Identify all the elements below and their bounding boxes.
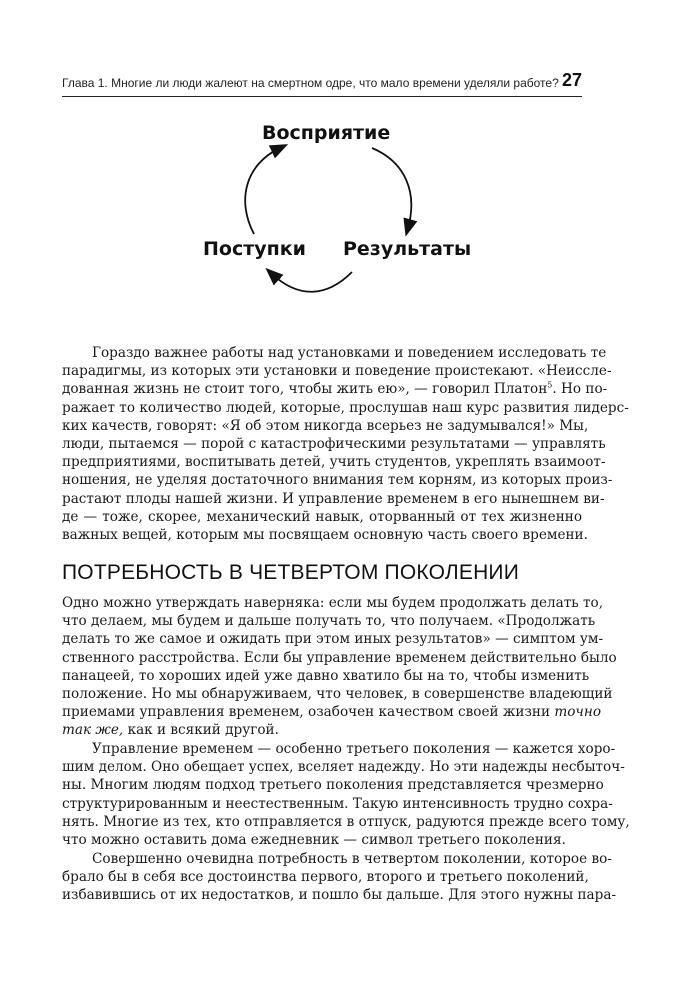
node-actions: Поступки <box>203 238 306 260</box>
footnote-ref[interactable]: 5 <box>547 380 553 390</box>
text-line: избавившись от их недостатков, и пошло бы дальше. Для этого нужны пара- <box>62 887 617 904</box>
text-line: предприятиями, воспитывать детей, учить студентов, укреплять взаимоот- <box>62 454 606 471</box>
text-line: важных вещей, которым мы посвящаем основную часть своего времени. <box>62 526 588 543</box>
section-heading: ПОТРЕБНОСТЬ В ЧЕТВЕРТОМ ПОКОЛЕНИИ <box>62 561 520 584</box>
node-results: Результаты <box>343 238 472 260</box>
paragraph-3 <box>62 740 630 849</box>
text-line: так же, как и всякий другой. <box>62 722 279 739</box>
text-line: ношения, не уделяя достаточного внимания тем корням, из которых произ- <box>62 472 613 489</box>
text-line: что делаем, мы будем и дальше получать то, что получаем. «Продолжать <box>62 613 596 630</box>
node-perception: Восприятие <box>262 122 391 144</box>
text-line: люди, пытаемся — порой с катастрофическими результатами — управлять <box>62 435 606 452</box>
text-line: что можно оставить дома ежедневник — символ третьего поколения. <box>62 831 566 848</box>
paragraph-2 <box>62 594 617 740</box>
arrow-perception-to-results <box>372 148 411 228</box>
cycle-diagram <box>180 110 480 310</box>
text-line: Совершенно очевидна потребность в четвертом поколении, которое во- <box>92 851 612 867</box>
paragraph-4 <box>62 850 617 905</box>
chapter-title: Глава 1. Многие ли люди жалеют на смертном одре, что мало времени уделяли работе? <box>62 76 559 90</box>
paragraph-1 <box>62 344 629 544</box>
text-line: брало бы в себя все достоинства первого, второго и третьего поколений, <box>62 869 589 886</box>
text-line: ражает то количество людей, которые, прослушав наш курс развития лидерс- <box>62 399 629 416</box>
text-line: Гораздо важнее работы над установками и поведением исследовать те <box>92 345 607 361</box>
arrow-actions-to-perception <box>245 148 280 234</box>
text-line: приемами управления временем, озабочен качеством своей жизни точно <box>62 704 602 721</box>
text-line: дованная жизнь не стоит того, чтобы жить ею», — говорил Платон$^5$. Но по- <box>62 380 608 398</box>
italic-text: так же, <box>62 722 124 739</box>
text-line: положение. Но мы обнаруживаем, что человек, в совершенстве владеющий <box>62 685 613 702</box>
text-line: панацеей, то хороших идей уже давно хватило бы на то, чтобы изменить <box>62 667 590 684</box>
arrow-results-to-actions <box>272 272 352 292</box>
italic-text: точно <box>554 704 602 721</box>
text-line: нять. Многие из тех, кто отправляется в отпуск, радуются прежде всего тому, <box>62 813 630 830</box>
text-line: растают плоды нашей жизни. И управление временем в его нынешнем ви- <box>62 490 605 507</box>
text-line: де — тоже, скорее, механический навык, оторванный от тех жизненно <box>62 508 582 525</box>
text-line: парадигмы, из которых эти установки и поведение проистекают. «Неиссле- <box>62 363 612 380</box>
running-header <box>62 72 582 97</box>
text-line: Управление временем — особенно третьего поколения — кажется хоро- <box>92 741 616 757</box>
text-line: Одно можно утверждать наверняка: если мы будем продолжать делать то, <box>62 595 604 611</box>
text-line: шим делом. Оно обещает успех, вселяет надежду. Но эти надежды несбыточ- <box>62 759 625 776</box>
text-line: делать то же самое и ожидать при этом иных результатов» — симптом ум- <box>62 631 604 648</box>
text-line: ких качеств, говорят: «Я об этом никогда всерьез не задумывался!» Мы, <box>62 417 589 434</box>
text-line: структурированным и неестественным. Такую интенсивность трудно сохра- <box>62 795 613 812</box>
text-line: ственного расстройства. Если бы управление временем действительно было <box>62 649 617 666</box>
page-number: 27 <box>561 70 582 90</box>
text-line: ны. Многим людям подход третьего поколения представляется чрезмерно <box>62 777 604 794</box>
